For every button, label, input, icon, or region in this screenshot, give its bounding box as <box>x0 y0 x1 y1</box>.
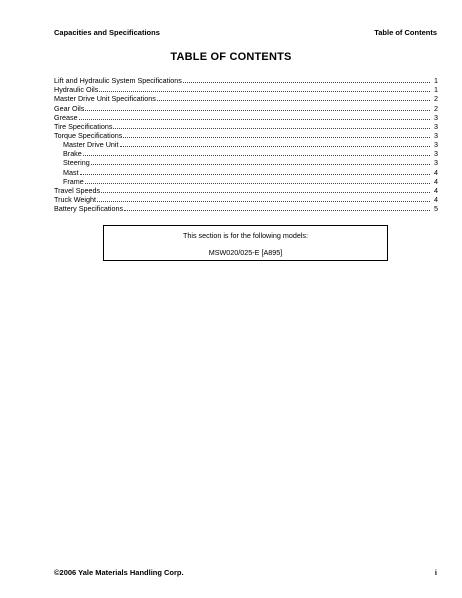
toc-dot-leader <box>80 174 430 175</box>
toc-entry[interactable] <box>54 85 438 94</box>
toc-entry-label: Master Drive Unit <box>63 140 119 150</box>
toc-dot-leader <box>85 183 430 184</box>
toc-dot-leader <box>83 155 430 156</box>
footer-page-number: i <box>434 568 437 577</box>
footer-copyright: ©2006 Yale Materials Handling Corp. <box>54 568 184 577</box>
toc-entry-label: Battery Specifications <box>54 204 124 214</box>
toc-entry-page: 3 <box>434 140 438 150</box>
toc-entry[interactable] <box>54 149 438 158</box>
toc-dot-leader <box>123 137 430 138</box>
toc-entry-label: Truck Weight <box>54 194 96 204</box>
toc-entry-label: Steering <box>63 158 90 168</box>
toc-dot-leader <box>113 128 430 129</box>
toc-entry-page: 4 <box>434 176 438 186</box>
toc-entry[interactable] <box>54 158 438 167</box>
toc-entry-page: 2 <box>434 94 438 104</box>
toc-entry-label: Hydraulic Oils <box>54 85 99 95</box>
toc-entry[interactable] <box>54 131 438 140</box>
toc-entry[interactable] <box>54 103 438 112</box>
toc-entry-label: Torque Specifications <box>54 130 123 140</box>
toc-entry[interactable] <box>54 195 438 204</box>
toc-entry-label: Brake <box>63 149 82 159</box>
toc-entry-page: 4 <box>434 167 438 177</box>
toc-entry-label: Tire Specifications <box>54 121 113 131</box>
toc-entry-page: 1 <box>434 76 438 86</box>
toc-entry[interactable] <box>54 113 438 122</box>
page-title: TABLE OF CONTENTS <box>170 51 292 63</box>
toc-entry-page: 3 <box>434 149 438 159</box>
toc-entry[interactable] <box>54 122 438 131</box>
toc-dot-leader <box>97 201 430 202</box>
toc-dot-leader <box>157 100 430 101</box>
toc-dot-leader <box>99 91 430 92</box>
toc-entry-label: Lift and Hydraulic System Specifications <box>54 76 182 86</box>
toc-entry-page: 3 <box>434 121 438 131</box>
toc-entry-page: 4 <box>434 194 438 204</box>
toc-entry-label: Mast <box>63 167 79 177</box>
table-of-contents <box>54 76 438 213</box>
toc-entry-label: Gear Oils <box>54 103 85 113</box>
header-chapter-title: Table of Contents <box>374 28 437 37</box>
toc-entry-label: Frame <box>63 176 84 186</box>
toc-entry-page: 3 <box>434 112 438 122</box>
toc-entry-label: Grease <box>54 112 78 122</box>
models-intro-text: This section is for the following models: <box>182 231 309 240</box>
toc-entry-page: 4 <box>434 185 438 195</box>
toc-entry[interactable] <box>54 167 438 176</box>
toc-dot-leader <box>85 110 430 111</box>
toc-entry-label: Master Drive Unit Specifications <box>54 94 156 104</box>
toc-entry[interactable] <box>54 204 438 213</box>
toc-dot-leader <box>79 119 430 120</box>
header-section-title: Capacities and Specifications <box>54 28 160 37</box>
toc-dot-leader <box>101 192 430 193</box>
toc-entry[interactable] <box>54 94 438 103</box>
toc-dot-leader <box>124 210 430 211</box>
models-box <box>103 225 388 261</box>
models-list-text: MSW020/025-E [A895] <box>208 248 283 257</box>
toc-entry[interactable] <box>54 76 438 85</box>
toc-dot-leader <box>120 146 430 147</box>
toc-entry[interactable] <box>54 186 438 195</box>
toc-entry-page: 5 <box>434 204 438 214</box>
toc-entry-page: 1 <box>434 85 438 95</box>
toc-entry-page: 2 <box>434 103 438 113</box>
toc-entry-page: 3 <box>434 130 438 140</box>
toc-dot-leader <box>91 164 430 165</box>
toc-entry[interactable] <box>54 177 438 186</box>
toc-entry[interactable] <box>54 140 438 149</box>
toc-entry-label: Travel Speeds <box>54 185 101 195</box>
toc-entry-page: 3 <box>434 158 438 168</box>
toc-dot-leader <box>183 82 430 83</box>
